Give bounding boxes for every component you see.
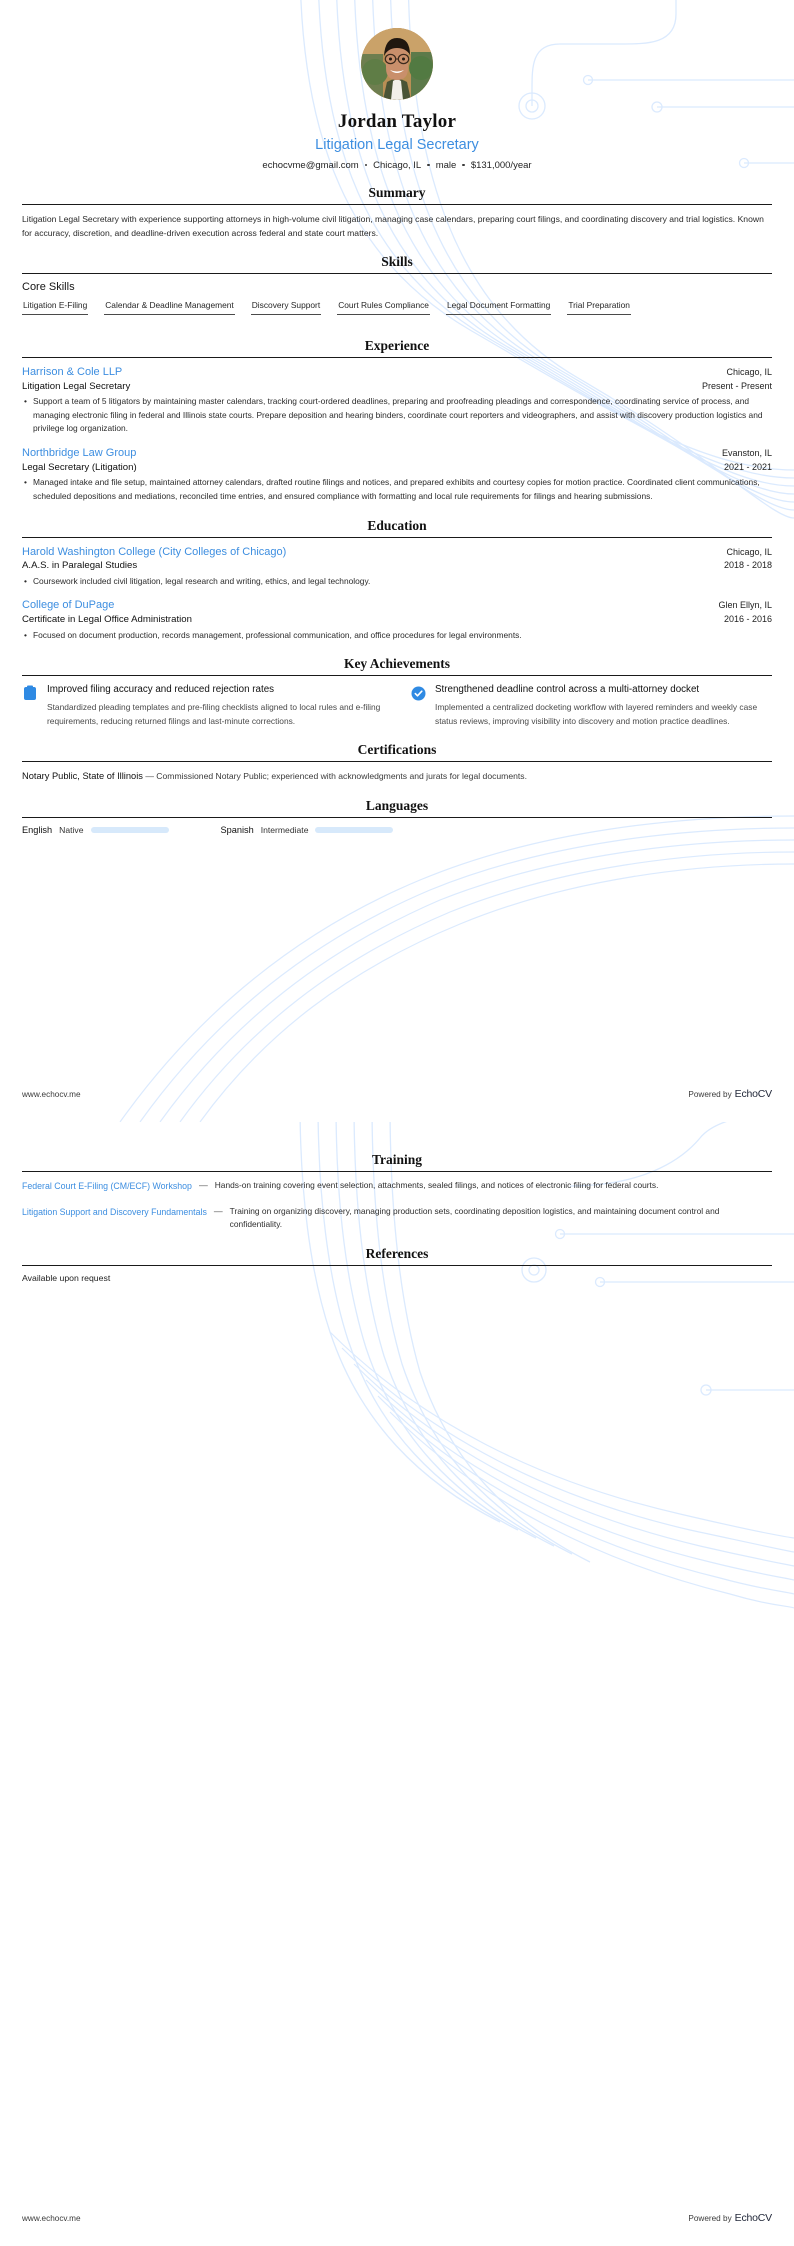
- section-certifications: [22, 742, 772, 783]
- bullet-dot-icon: •: [24, 575, 27, 586]
- section-key-achievements: [22, 656, 772, 728]
- section-divider: [22, 1171, 772, 1172]
- clipboard-icon: [22, 685, 38, 701]
- check-circle-icon: [410, 685, 426, 701]
- section-title-certifications: Certifications: [357, 742, 437, 758]
- section-skills: [22, 254, 772, 324]
- certification-name: Notary Public, State of Illinois: [22, 771, 143, 782]
- language-item: [22, 825, 169, 835]
- training-item: [22, 1205, 772, 1232]
- resume-page-2: [0, 1122, 794, 2246]
- experience-location: Evanston, IL: [721, 448, 772, 459]
- experience-dates: 2021 - 2021: [723, 461, 772, 472]
- bullet-text: Managed intake and file setup, maintained attorney calendars, drafted routine filings and notices, and prepared exhibits and courtesy copies for motion practice. Coordinated client communications, scheduled depositions and mediations, reconciled time entries, and ensured compliance with formatting and local rule requirements for filings and hearing submissions.: [33, 477, 760, 501]
- achievement-item: [22, 683, 384, 728]
- bullet-item: [22, 575, 772, 589]
- skill-tag: Legal Document Formatting: [446, 299, 551, 315]
- language-proficiency-bar: [91, 827, 169, 834]
- bullet-item: [22, 476, 772, 503]
- section-title-training: Training: [371, 1152, 422, 1167]
- education-degree: A.A.S. in Paralegal Studies: [22, 560, 138, 572]
- language-list: [22, 825, 772, 835]
- education-location: Glen Ellyn, IL: [718, 600, 772, 611]
- page-title: Jordan Taylor: [337, 111, 457, 132]
- skill-tag: Discovery Support: [251, 299, 321, 315]
- experience-bullets: [22, 476, 772, 503]
- certification-separator: —: [145, 771, 154, 782]
- education-entry: [22, 545, 772, 589]
- section-title-experience: Experience: [364, 337, 430, 353]
- separator-dot-icon: [365, 164, 368, 167]
- footer-powered-label: Powered by: [688, 1090, 732, 1099]
- experience-organization[interactable]: Harrison & Cole LLP: [22, 365, 123, 378]
- section-divider: [22, 204, 772, 205]
- training-name[interactable]: Litigation Support and Discovery Fundamentals: [22, 1206, 207, 1217]
- education-degree: Certificate in Legal Office Administration: [22, 614, 192, 626]
- experience-dates: Present - Present: [701, 380, 772, 391]
- education-institution[interactable]: Harold Washington College (City Colleges of Chicago): [22, 545, 287, 558]
- bullet-text: Support a team of 5 litigators by maintaining master calendars, tracking court-ordered deadlines, preparing and proofreading pleadings and correspondence, coordinating service of process, and managing electronic filing in federal and Illinois state courts. Prepare deposition and hearing binders, coordinate court reporters and videographers, and assist with discovery production logistics and privilege log organization.: [33, 396, 763, 434]
- contact-line: [22, 160, 772, 171]
- section-divider: [22, 675, 772, 676]
- bullet-dot-icon: •: [24, 477, 27, 488]
- language-item: [221, 825, 394, 835]
- section-title-references: References: [365, 1245, 429, 1261]
- achievement-title: Improved filing accuracy and reduced rejection rates: [47, 684, 275, 696]
- bullet-dot-icon: •: [24, 396, 27, 407]
- skill-tag: Litigation E-Filing: [22, 299, 88, 315]
- job-title: Litigation Legal Secretary: [315, 136, 479, 153]
- separator-dot-icon: [427, 164, 430, 167]
- contact-location: Chicago, IL: [373, 159, 422, 171]
- training-separator: —: [213, 1205, 223, 1216]
- bullet-text: Coursework included civil litigation, legal research and writing, ethics, and legal technology.: [33, 575, 371, 586]
- resume-header: [22, 0, 772, 171]
- education-institution[interactable]: College of DuPage: [22, 599, 115, 612]
- training-name[interactable]: Federal Court E-Filing (CM/ECF) Workshop: [22, 1181, 192, 1191]
- certification-item: [22, 769, 772, 783]
- section-divider: [22, 817, 772, 818]
- footer-brand: EchoCV: [734, 2212, 772, 2224]
- section-divider: [22, 537, 772, 538]
- skill-tag: Trial Preparation: [567, 299, 631, 315]
- footer-website[interactable]: www.echocv.me: [22, 2214, 81, 2223]
- education-bullets: [22, 575, 772, 589]
- section-divider: [22, 1265, 772, 1266]
- section-training: [22, 1152, 772, 1232]
- certification-description: Commissioned Notary Public; experienced with acknowledgments and jurats for legal documents.: [156, 771, 527, 782]
- page-footer: [22, 1088, 772, 1100]
- training-description: Hands-on training covering event selection, attachments, sealed filings, and notices of electronic filing for federal courts.: [214, 1180, 659, 1190]
- education-dates: 2018 - 2018: [723, 560, 772, 571]
- section-experience: [22, 338, 772, 504]
- footer-powered-by: [688, 2212, 772, 2224]
- achievement-title: Strengthened deadline control across a multi-attorney docket: [435, 684, 700, 696]
- section-languages: [22, 798, 772, 835]
- footer-powered-label: Powered by: [688, 2214, 732, 2223]
- page-footer: [22, 2212, 772, 2224]
- section-divider: [22, 273, 772, 274]
- section-title-education: Education: [367, 517, 427, 533]
- education-bullets: [22, 629, 772, 643]
- section-education: [22, 518, 772, 643]
- section-title-languages: Languages: [365, 797, 429, 813]
- language-level: Native: [59, 824, 84, 835]
- education-dates: 2016 - 2016: [723, 614, 772, 625]
- summary-text: Litigation Legal Secretary with experience supporting attorneys in high-volume civil litigation, managing case calendars, preparing court filings, and coordinating discovery and trial logistics. Known for accuracy, discretion, and deadline-driven execution across federal and state court matters.: [22, 213, 764, 238]
- achievement-item: [410, 683, 772, 728]
- separator-dot-icon: [462, 164, 465, 167]
- section-references: [22, 1246, 772, 1283]
- background-decoration-page-2: [0, 1122, 794, 2246]
- section-divider: [22, 357, 772, 358]
- achievement-description: Implemented a centralized docketing workflow with layered reminders and weekly case status reviews, improving visibility into discovery and motion practice deadlines.: [435, 702, 758, 726]
- language-name: Spanish: [220, 824, 254, 835]
- footer-website[interactable]: www.echocv.me: [22, 1090, 81, 1099]
- bullet-item: [22, 395, 772, 436]
- bullet-item: [22, 629, 772, 643]
- experience-location: Chicago, IL: [726, 366, 772, 377]
- skill-tag-list: [22, 299, 772, 324]
- bullet-dot-icon: •: [24, 629, 27, 640]
- section-summary: [22, 185, 772, 240]
- section-title-summary: Summary: [368, 184, 426, 200]
- experience-entry: [22, 365, 772, 436]
- contact-salary: $131,000/year: [470, 159, 532, 171]
- footer-brand: EchoCV: [734, 1088, 772, 1100]
- experience-role: Litigation Legal Secretary: [22, 380, 131, 392]
- bullet-text: Focused on document production, records management, professional communication, and office procedures for legal environments.: [33, 629, 522, 640]
- training-item: [22, 1179, 772, 1194]
- language-proficiency-bar: [315, 827, 393, 834]
- experience-organization[interactable]: Northbridge Law Group: [22, 447, 137, 460]
- experience-entry: [22, 446, 772, 503]
- resume-page-1: [0, 0, 794, 1122]
- experience-bullets: [22, 395, 772, 436]
- training-separator: —: [198, 1180, 208, 1190]
- experience-role: Legal Secretary (Litigation): [22, 461, 137, 473]
- education-location: Chicago, IL: [726, 546, 772, 557]
- skill-tag: Court Rules Compliance: [337, 299, 430, 315]
- contact-email[interactable]: echocvme@gmail.com: [262, 159, 359, 171]
- training-description: Training on organizing discovery, managing production sets, coordinating deposition logistics, and maintaining document control and confidentiality.: [229, 1205, 720, 1230]
- education-entry: [22, 598, 772, 642]
- contact-gender: male: [435, 159, 457, 171]
- skill-tag: Calendar & Deadline Management: [104, 299, 235, 315]
- section-divider: [22, 761, 772, 762]
- section-title-achievements: Key Achievements: [343, 656, 451, 672]
- avatar: [361, 28, 433, 100]
- references-text: Available upon request: [22, 1272, 111, 1283]
- achievement-list: [22, 683, 772, 728]
- achievement-description: Standardized pleading templates and pre-filing checklists aligned to local rules and e-filing requirements, reducing returned filings and last-minute corrections.: [47, 702, 381, 726]
- language-level: Intermediate: [260, 824, 309, 835]
- footer-powered-by: [688, 1088, 772, 1100]
- skills-group-title: Core Skills: [22, 280, 75, 293]
- language-name: English: [22, 824, 53, 835]
- section-title-skills: Skills: [381, 253, 413, 269]
- avatar-photo: [361, 28, 433, 100]
